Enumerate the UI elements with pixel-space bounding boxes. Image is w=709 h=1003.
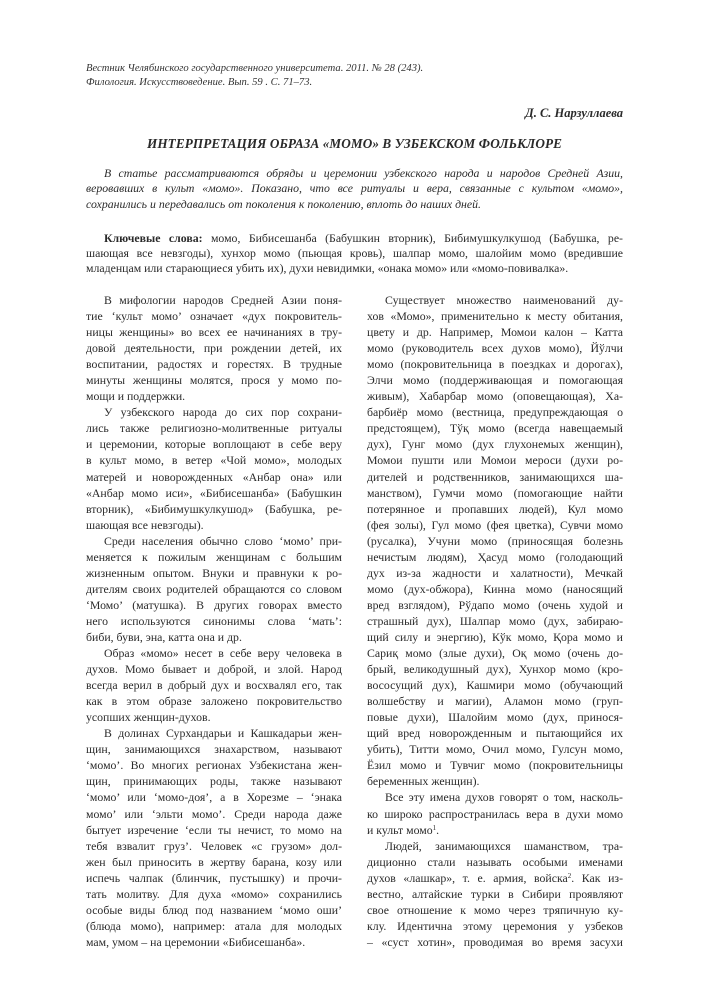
keywords-line: шающая все невзгоды), хунхор момо (пьющая кровь), шалпар момо, шалойим момо (вредившие — [86, 246, 623, 261]
body-line: и культ момо$^1$. — [367, 822, 440, 837]
body-line: барбиёр момо (вестница, предупреждающая о — [367, 405, 623, 420]
body-line: ‘Момо’ (матушка). В других говорах вместо — [86, 597, 342, 612]
body-line: ницы женщины» во всех ее начинаниях в тру- — [86, 325, 342, 340]
body-line: У узбекского народа до сих пор сохрани- — [104, 405, 342, 420]
body-line: ко широко распространилась вера в духи момо — [367, 806, 623, 821]
keywords — [86, 231, 623, 277]
body-line: вестно, алтайские турки в Сибири проявляют — [367, 886, 623, 901]
body-line: мощи и поддержки. — [86, 389, 186, 404]
body-line: биби, буви, эна, катта она и др. — [86, 629, 242, 644]
body-line: мам, умом – на церемонии «Бибисешанба». — [86, 934, 306, 949]
body-line: жизненным опытом. Внуки и правнуки к ро- — [86, 565, 342, 580]
keywords-line: младенцам или старающиеся убить их), духи невидимки, «онака момо» или «момо-повивалка». — [86, 261, 569, 276]
body-line: потерянное и пропавших людей), Кул момо — [367, 501, 623, 516]
abstract-line: сохранились и передавались от поколения к поколению, вплоть до наших дней. — [86, 196, 481, 211]
body-line: щий силу и энергию), Кўк момо, Қора момо и — [367, 629, 623, 644]
abstract — [86, 166, 623, 212]
body-column-left — [86, 292, 342, 950]
body-line: диционно стали называть особыми именами — [367, 854, 623, 869]
body-line: предстоящем), Тўқ момо (всегда навещаемый — [367, 421, 623, 436]
body-line: клу. Идентична этому церемония у узбеков — [367, 918, 623, 933]
body-line: лись также религиозно-молитвенные ритуалы — [86, 421, 342, 436]
footnote-ref: 2 — [567, 871, 572, 880]
body-line: как в этом образе заложено покровительство — [86, 694, 342, 709]
body-line: Сариқ момо (злые духи), Оқ момо (очень до- — [367, 646, 623, 661]
body-line: дителям своих родителей обращаются со словом — [86, 581, 342, 596]
body-line: щин, занимающихся знахарством, называют — [86, 742, 342, 757]
body-line: Момои пушти или Момои мероси (духи ро- — [367, 453, 623, 468]
body-line: дух), Гунг момо (дух глухонемых женщин), — [367, 437, 623, 452]
body-line: вососущий дух), Кашмири момо (обучающий — [367, 678, 623, 693]
body-line: духов. Момо бывает и доброй, и злой. Народ — [86, 662, 342, 677]
body-line: Элчи момо (поддерживающая и помогающая — [367, 373, 623, 388]
body-line: дителей и родственников, занимающихся ша- — [367, 469, 623, 484]
keywords-line: момо, Бибисешанба (Бабушкин вторник), Бибимушкулкушод (Бабушка, ре- — [202, 231, 623, 245]
body-line: волшебству и магии), Аламон момо (груп- — [367, 694, 623, 709]
body-line: вторник), «Бибимушкулкушод» (Бабушка, ре- — [86, 501, 342, 516]
body-line: брый, великодушный дух), Хунхор момо (кро- — [367, 662, 623, 677]
body-line: «Анбар момо иси», «Бибисешанба» (Бабушкин — [86, 485, 342, 500]
body-line: нечистым людям), Ҳасуд момо (голодающий — [367, 549, 623, 564]
body-line: ‘момо’. Во многих регионах Узбекистана жен- — [86, 758, 342, 773]
body-line: дух из-за жадности и халатности), Мечкай — [367, 565, 623, 580]
body-column-right — [367, 292, 623, 950]
body-line: матерей и новорожденных «Анбар она» или — [86, 469, 342, 484]
body-line: Образ «момо» несет в себе веру человека в — [104, 646, 342, 661]
body-line-text: духов «лашкар», т. е. армия, войска — [367, 870, 568, 885]
body-line-text: . Как из- — [571, 870, 623, 885]
body-line: момо (покровительница в поездках и дорогах), — [367, 357, 623, 372]
body-line: испечь чалпак (блинчик, пустышку) и прочи- — [86, 870, 342, 885]
footnote-ref: 1 — [432, 823, 437, 832]
body-line: щин, принимающих роды, также называют — [86, 774, 342, 789]
body-line: воспитании, радостях и горестях. В трудные — [86, 357, 342, 372]
body-line: него используются синонимы слова ‘мать’: — [86, 613, 342, 628]
body-line: в культ момо, в ветер «Чой момо», молодых — [86, 453, 342, 468]
body-line: (блюда момо), например: атала для молодых — [86, 918, 342, 933]
body-line: меняется к пожилым женщинам с большим — [86, 549, 342, 564]
article-title: ИНТЕРПРЕТАЦИЯ ОБРАЗА «МОМО» В УЗБЕКСКОМ ФОЛЬКЛОРЕ — [146, 136, 563, 151]
keywords-label: Ключевые слова: — [104, 231, 203, 245]
body-line: усопших женщин-духов. — [86, 710, 211, 725]
body-line: тебя взвалит груз’. Человек «с грузом» дол- — [86, 838, 342, 853]
body-line: Ёзил момо и Тувчиг момо (покровительницы — [367, 758, 623, 773]
body-line — [367, 870, 623, 886]
body-line: свое отношение к момо через тряпичную ку- — [367, 902, 623, 917]
body-line: хов «Момо», применительно к месту обитания, — [367, 309, 623, 324]
journal-line: Филология. Искусствоведение. Вып. 59 . С. 71–73. — [86, 77, 313, 88]
body-line: Существует множество наименований ду- — [385, 293, 623, 307]
body-line: щий вред новорожденным и пытающийся их — [367, 726, 623, 741]
body-line: Среди населения обычно слово ‘момо’ при- — [104, 533, 342, 548]
body-line: особые виды блюд под названием ‘момо оши’ — [86, 902, 342, 917]
body-line: минуты женщины молятся, прося у момо по- — [86, 373, 342, 388]
body-line: бытует изречение ‘если ты нечист, то момо на — [86, 822, 342, 837]
body-line: страшный дух), Шалпар момо (дух, забираю- — [367, 613, 623, 628]
body-line: (русалка), Учуни момо (приносящая болезнь — [367, 533, 623, 548]
body-line: шающая все невзгоды). — [86, 517, 204, 532]
body-line: – «суст хотин», проводимая во время засухи — [367, 934, 623, 949]
body-line: момо (руководитель всех духов момо), Йўлчи — [367, 341, 623, 356]
body-line-text: и культ момо — [367, 822, 433, 837]
body-line: (фея золы), Гул момо (фея цветка), Сувчи момо — [367, 517, 623, 532]
body-line: тие ‘культ момо’ означает «дух покровитель- — [86, 309, 342, 324]
body-line: жен был приносить в жертву барана, козу или — [86, 854, 342, 869]
body-line: довой деятельности, при рождении детей, их — [86, 341, 342, 356]
body-line: цвету и др. Например, Момои калон – Катта — [367, 325, 623, 340]
body-line: беременных женщин). — [367, 774, 480, 789]
body-line: живым), Хабарбар момо (оповещающая), Ха- — [367, 389, 623, 404]
body-line: Все эту имена духов говорят о том, насколь- — [385, 790, 623, 805]
body-line: всегда верил в добрый дух и восхвалял его, так — [86, 678, 342, 693]
author: Д. С. Нарзуллаева — [525, 106, 623, 120]
body-line: Людей, занимающихся шаманством, тра- — [385, 838, 623, 853]
abstract-line: веровавших в культ «момо». Показано, что все ритуалы и вера, связанные с культом «момо», — [86, 181, 623, 196]
abstract-line: В статье рассматриваются обряды и церемонии узбекского народа и народов Средней Азии, — [104, 166, 623, 180]
body-line: вред взглядом), Рўдапо момо (очень худой и — [367, 597, 623, 612]
body-line: тать молитву. Для духа «момо» сохранились — [86, 886, 342, 901]
journal-header — [86, 62, 646, 90]
body-line: В долинах Сурхандарьи и Кашкадарьи жен- — [104, 726, 342, 741]
body-line: момо’ или ‘эльти момо’. Среди народа даже — [86, 806, 342, 821]
body-line: убить), Титти момо, Очил момо, Гулсун момо, — [367, 742, 623, 757]
body-line: В мифологии народов Средней Азии поня- — [104, 293, 342, 307]
body-line: ‘момо’ или ‘момо-доя’, а в Хорезме – ‘энака — [86, 790, 342, 805]
body-line: момо (дух-обжора), Кинна момо (наносящий — [367, 581, 623, 596]
body-line: и церемонии, которые воплощают в себе веру — [86, 437, 342, 452]
journal-line: Вестник Челябинского государственного университета. 2011. № 28 (243). — [86, 63, 424, 74]
body-line: манством), Гумчи момо (помогающие найти — [367, 485, 623, 500]
body-line: повые духи), Шалойим момо (дух, принося- — [367, 710, 623, 725]
